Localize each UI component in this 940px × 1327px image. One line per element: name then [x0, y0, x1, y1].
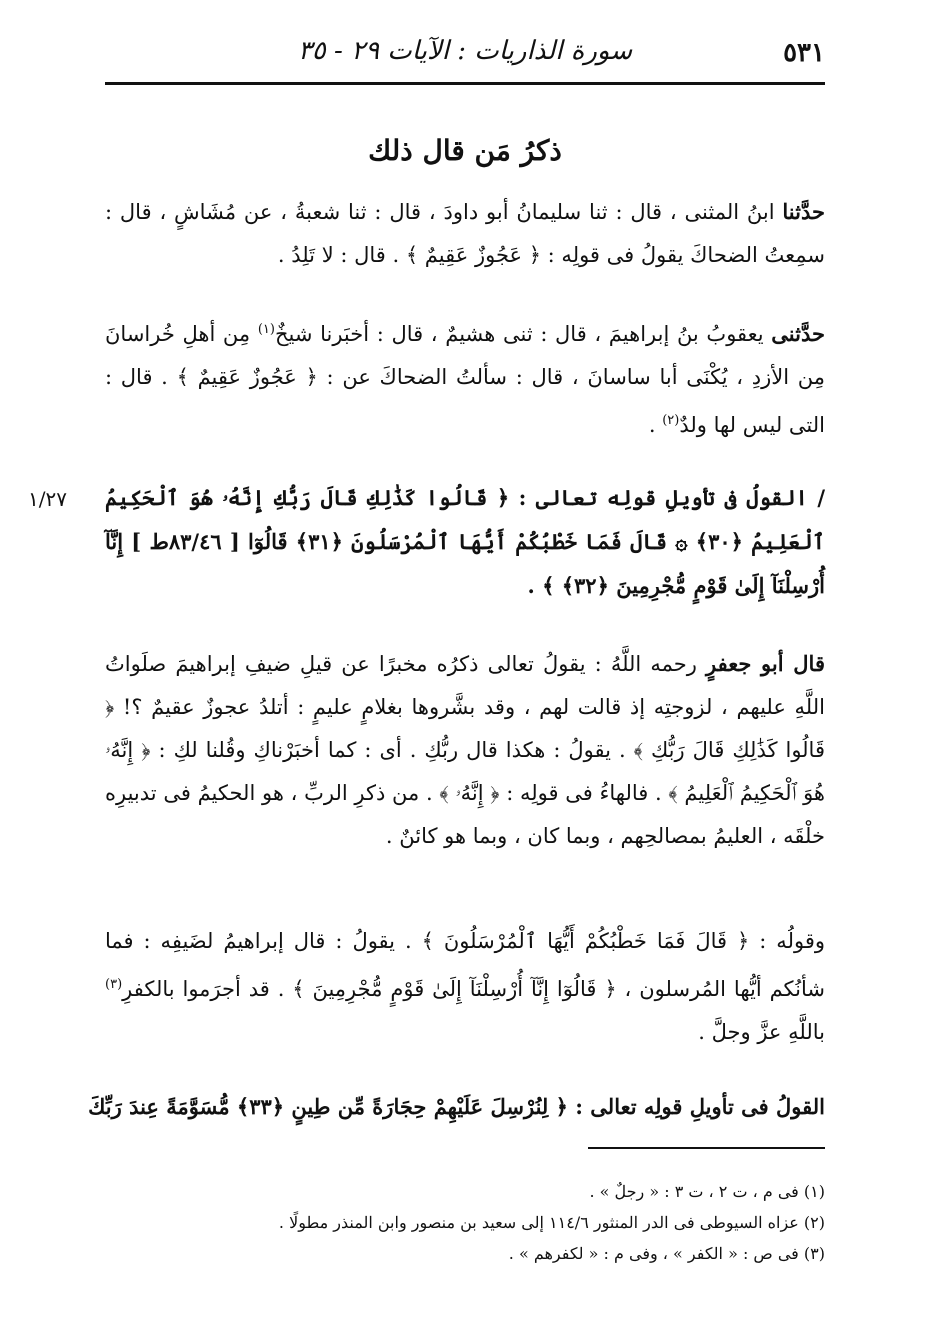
running-title: سورة الذاريات : الآيات ٢٩ - ٣٥: [297, 36, 633, 66]
paragraph-2-text-b: مِن أهلِ خُراسانَ مِن الأزدِ ، يُكْنَى أبا ساسانَ ، قال : سألتُ الضحاكَ عن : ﴿ عَجُوزٌ عَقِيمٌ ﴾ . قال : التى ليس لها ولدٌ: [105, 322, 825, 437]
page-header: [105, 32, 825, 76]
margin-marker: ١/٢٧: [28, 487, 67, 511]
page-number: ٥٣١: [783, 38, 825, 68]
paragraph-3-verse: ﴿ قَالُوا كَذَٰلِكِ قَالَ رَبُّكِ إِنَّهُۥ هُوَ ٱلْحَكِيمُ ٱلْعَلِيمُ ﴿٣٠﴾ ۞ قَالَ فَمَا خَطْبُكُمْ أَيُّهَا ٱلْمُرْسَلُونَ ﴿٣١﴾ قَالُوٓا [ ٨٣/٤٦ط ] إِنَّآ أُرْسِلْنَآ إِلَىٰ قَوْمٍ مُّجْرِمِينَ ﴿٣٢﴾ ﴾ .: [105, 485, 825, 598]
paragraph-1-lead: حدَّثنا: [782, 199, 825, 224]
paragraph-5-text-a: وقولُه : ﴿ قَالَ فَمَا خَطْبُكُمْ أَيُّهَا ٱلْمُرْسَلُونَ ﴾ . يقولُ : قال إبراهيمُ لضَيفِه : فما شأنُكم أيُّها المُرسلون ، ﴿ قَالُوٓا إِنَّآ أُرْسِلْنَآ إِلَىٰ قَوْمٍ مُّجْرِمِينَ ﴾ . قد أجرَموا بالكفرِ: [105, 929, 825, 1001]
footnote-ref-3[interactable]: (٣): [105, 977, 123, 992]
paragraph-4-lead: قال أبو جعفرٍ: [705, 651, 825, 676]
footnote-ref-2[interactable]: (٢): [662, 413, 680, 428]
paragraph-2-text-a: يعقوبُ بنُ إبراهيمَ ، قال : ثنى هشيمٌ ، قال : أخبَرنا شيخٌ: [274, 322, 772, 346]
paragraph-2-lead: حدَّثنى: [771, 321, 825, 346]
footnote-rule: [588, 1147, 825, 1149]
paragraph-3-lead: / القولُ فى تأويلِ قولِه تعالى :: [518, 485, 825, 510]
footnote-3: (٣) فى ص : « الكفر » ، وفى م : « لكفرهم » .: [508, 1244, 825, 1263]
paragraph-5-text-b: باللَّهِ عزَّ وجلَّ .: [698, 1020, 825, 1044]
footnote-1: (١) فى م ، ت ٢ ، ت ٣ : « رجلٌ » .: [589, 1182, 825, 1201]
paragraph-5: [105, 920, 825, 1054]
paragraph-6: [88, 1085, 825, 1129]
header-rule: [105, 82, 825, 85]
paragraph-1: [105, 190, 825, 277]
footnote-ref-1[interactable]: (١): [257, 322, 275, 337]
section-title: ذكرُ مَن قال ذلك: [368, 134, 562, 167]
paragraph-4-text: رحمه اللَّهُ : يقولُ تعالى ذكرُه مخبرًا عن قيلِ ضيفِ إبراهيمَ صلَواتُ اللَّهِ عليهم ، لزوجتِه إذ قالت لهم ، وقد بشَّروها بغلامٍ عليمٍ : أتلدُ عجوزٌ عقيمٌ ؟! ﴿ قَالُوا كَذَٰلِكِ قَالَ رَبُّكِ ﴾ . يقولُ : هكذا قال ربُّكِ . أى : كما أخبَرْناكِ وقُلنا لكِ : ﴿ إِنَّهُۥ هُوَ ٱلْحَكِيمُ ٱلْعَلِيمُ ﴾ . فالهاءُ فى قولِه : ﴿ إِنَّهُۥ ﴾ . من ذكرِ الربِّ ، هو الحكيمُ فى تدبيرِه خلْقَه ، العليمُ بمصالحِهم ، وبما كان ، وبما هو كائنٌ .: [105, 652, 825, 848]
footnote-2: (٢) عزاه السيوطى فى الدر المنثور ١١٤/٦ إلى سعيد بن منصور وابن المنذر مطولًا .: [278, 1213, 825, 1232]
paragraph-6-verse: ﴿ لِنُرْسِلَ عَلَيْهِمْ حِجَارَةً مِّن طِينٍ ﴿٣٣﴾ مُّسَوَّمَةً عِندَ رَبِّكَ: [88, 1094, 576, 1119]
paragraph-2-text-c: .: [648, 413, 663, 437]
paragraph-1-text: ابنُ المثنى ، قال : ثنا سليمانُ أبو داودَ ، قال : ثنا شعبةُ ، عن مُشَاشٍ ، قال : سمِعتُ الضحاكَ يقولُ فى قولِه : ﴿ عَجُوزٌ عَقِيمٌ ﴾ . قال : لا تَلِدُ .: [105, 200, 825, 267]
footnotes: [105, 1176, 825, 1269]
paragraph-2: [105, 308, 825, 447]
paragraph-3: [105, 476, 825, 608]
paragraph-6-lead: القولُ فى تأويلِ قولِه تعالى :: [575, 1094, 825, 1119]
paragraph-4: [105, 642, 825, 858]
